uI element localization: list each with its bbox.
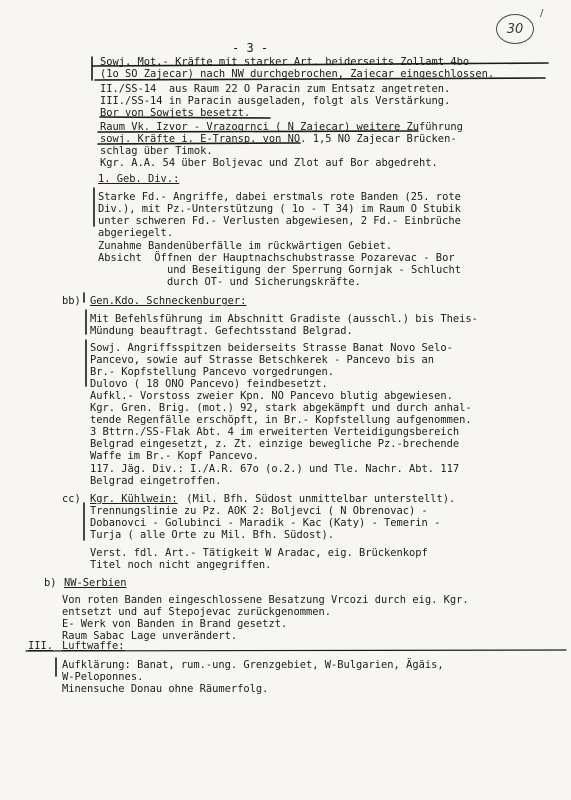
- text-line: durch OT- und Sicherungskräfte.: [167, 276, 361, 288]
- section-heading: NW-Serbien: [64, 577, 127, 589]
- stamp-tick-mark: /: [540, 8, 544, 19]
- page-number: - 3 -: [232, 41, 269, 55]
- text-line: Raum Sabac Lage unverändert.: [62, 630, 238, 642]
- handwritten-underline: [98, 131, 418, 132]
- text-line: Bor von Sowjets besetzt.: [100, 107, 251, 119]
- handwritten-underline: [100, 117, 270, 118]
- section-heading: 1. Geb. Div.:: [98, 173, 180, 185]
- text-line: Raum Vk. Izvor - Vrazogrnci ( N Zajecar) weitere Zuführung: [100, 121, 463, 133]
- text-line: Kgr. A.A. 54 über Boljevac und Zlot auf Bor abgedreht.: [100, 157, 438, 169]
- section-heading: Kgr. Kühlwein:: [90, 493, 178, 505]
- handwritten-underline: [95, 78, 545, 80]
- text-line: Turja ( alle Orte zu Mil. Bfh. Südost).: [90, 529, 334, 541]
- text-line: abgeriegelt.: [98, 227, 174, 239]
- text-line: Absicht Öffnen der Hauptnachschubstrasse Pozarevac - Bor: [98, 252, 455, 264]
- text-line: Pancevo, sowie auf Strasse Betschkerek - Pancevo bis an: [90, 354, 435, 366]
- section-heading: Luftwaffe:: [62, 640, 125, 652]
- text-line: Starke Fd.- Angriffe, dabei erstmals rote Banden (25. rote: [98, 191, 461, 203]
- text-line: E- Werk von Banden in Brand gesetzt.: [62, 618, 288, 630]
- text-line: sowj. Kräfte i. E-Transp. von NO. 1,5 NO Zajecar Brücken-: [100, 133, 457, 145]
- text-line: (Mil. Bfh. Südost unmittelbar unterstellt).: [180, 493, 456, 505]
- text-line: Mit Befehlsführung im Abschnitt Gradiste (ausschl.) bis Theis-: [90, 313, 478, 325]
- section-marker: bb): [62, 295, 81, 307]
- text-line: und Beseitigung der Sperrung Gornjak - Schlucht: [167, 264, 462, 276]
- text-line: Dulovo ( 18 ONO Pancevo) feindbesetzt.: [90, 378, 328, 390]
- text-line: Belgrad eingetroffen.: [90, 475, 222, 487]
- section-marker: III.: [28, 640, 54, 652]
- text-line: Verst. fdl. Art.- Tätigkeit W Aradac, eig. Brückenkopf: [90, 547, 428, 559]
- text-line: Aufklärung: Banat, rum.-ung. Grenzgebiet, W-Bulgarien, Ägäis,: [62, 659, 444, 671]
- text-line: III./SS-14 in Paracin ausgeladen, folgt als Verstärkung.: [100, 95, 451, 107]
- text-line: unter schweren Fd.- Verlusten abgewiesen, 2 Fd.- Einbrüche: [98, 215, 461, 227]
- section-marker: cc): [62, 493, 81, 505]
- text-line: 3 Bttrn./SS-Flak Abt. 4 im erweiterten Verteidigungsbereich: [90, 426, 460, 438]
- text-line: II./SS-14 aus Raum 22 O Paracin zum Entsatz angetreten.: [100, 83, 451, 95]
- text-line: Trennungslinie zu Pz. AOK 2: Boljevci ( N Obrenovac) -: [90, 505, 428, 517]
- text-line: entsetzt und auf Stepojevac zurückgenommen.: [62, 606, 331, 618]
- text-line: Kgr. Gren. Brig. (mot.) 92, stark abgekämpft und durch anhal-: [90, 402, 472, 414]
- text-line: Br.- Kopfstellung Pancevo vorgedrungen.: [90, 366, 334, 378]
- text-line: 117. Jäg. Div.: I./A.R. 67o (o.2.) und Tle. Nachr. Abt. 117: [90, 463, 460, 475]
- text-line: schlag über Timok.: [100, 145, 213, 157]
- handwritten-underline: [26, 650, 566, 651]
- stamp-number: 30: [506, 21, 524, 37]
- text-line: Aufkl.- Vorstoss zweier Kpn. NO Pancevo blutig abgewiesen.: [90, 390, 453, 402]
- text-line: Zunahme Bandenüberfälle im rückwärtigen Gebiet.: [98, 240, 393, 252]
- text-line: Belgrad eingesetzt, z. Zt. einzige bewegliche Pz.-brechende: [90, 438, 460, 450]
- handwritten-underline: [92, 63, 548, 66]
- text-line: (1o SO Zajecar) nach NW durchgebrochen, Zajecar eingeschlossen.: [100, 68, 495, 80]
- text-line: Titel noch nicht angegriffen.: [90, 559, 272, 571]
- text-line: Dobanovci - Golubinci - Maradik - Kac (Katy) - Temerin -: [90, 517, 441, 529]
- section-marker: b): [44, 577, 57, 589]
- text-line: Von roten Banden eingeschlossene Besatzung Vrcozi durch eig. Kgr.: [62, 594, 469, 606]
- text-line: tende Regenfälle erschöpft, in Br.- Kopfstellung aufgenommen.: [90, 414, 472, 426]
- handwritten-underline: [98, 143, 300, 144]
- text-line: Sowj. Angriffsspitzen beiderseits Strasse Banat Novo Selo-: [90, 342, 453, 354]
- text-line: Waffe im Br.- Kopf Pancevo.: [90, 450, 259, 462]
- section-heading: Gen.Kdo. Schneckenburger:: [90, 295, 247, 307]
- text-line: Sowj. Mot.- Kräfte mit starker Art. beiderseits Zollamt 4bo: [100, 56, 470, 68]
- text-line: Mündung beauftragt. Gefechtsstand Belgrad.: [90, 325, 353, 337]
- text-line: Div.), mit Pz.-Unterstützung ( 1o - T 34) im Raum O Stubik: [98, 203, 461, 215]
- text-line: Minensuche Donau ohne Räumerfolg.: [62, 683, 269, 695]
- text-line: W-Peloponnes.: [62, 671, 144, 683]
